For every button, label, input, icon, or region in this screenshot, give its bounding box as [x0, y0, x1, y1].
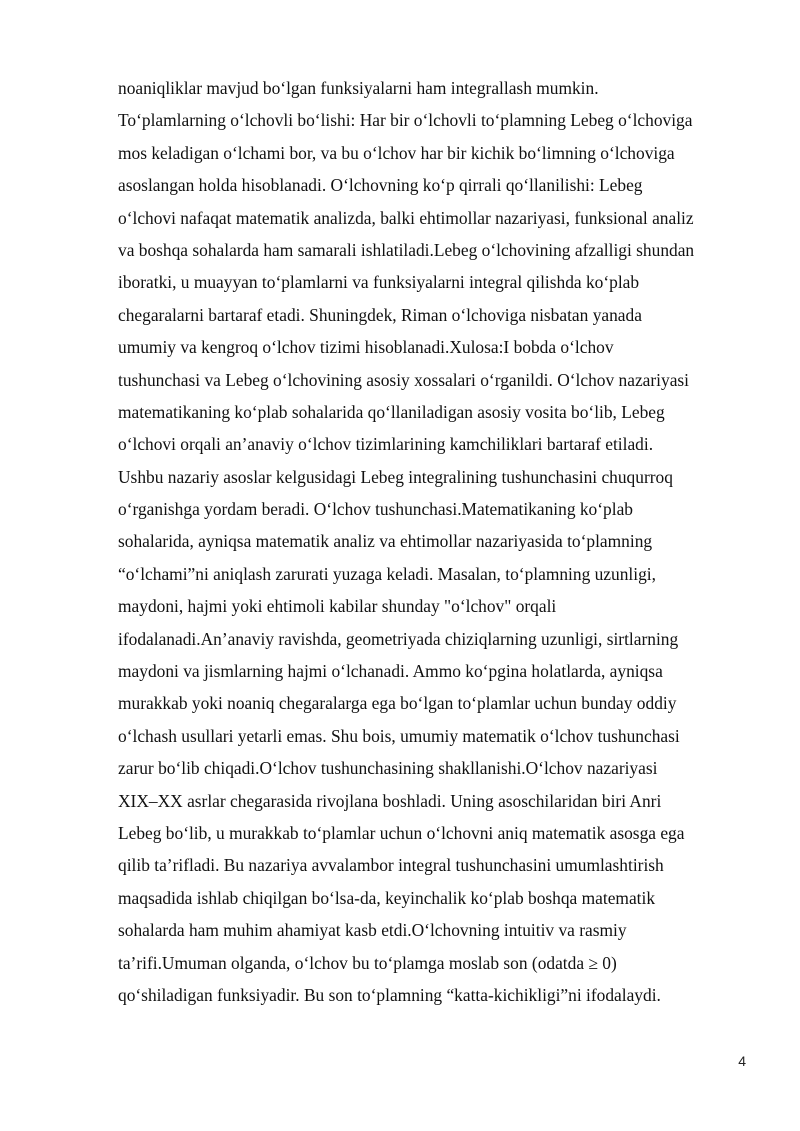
text-line: maydoni, hajmi yoki ehtimoli kabilar shunday "o‘lchov" orqali [118, 596, 557, 617]
text-line: XIX–XX asrlar chegarasida rivojlana boshladi. Uning asoschilaridan biri Anri [118, 790, 662, 811]
text-line: ifodalanadi.An’anaviy ravishda, geometriyada chiziqlarning uzunligi, sirtlarning [118, 628, 679, 649]
text-line: qo‘shiladigan funksiyadir. Bu son to‘plamning “katta-kichikligi”ni ifodalaydi. [118, 984, 661, 1005]
text-line: chegaralarni bartaraf etadi. Shuningdek, Riman o‘lchoviga nisbatan yanada [118, 304, 642, 325]
text-line: “o‘lchami”ni aniqlash zarurati yuzaga keladi. Masalan, to‘plamning uzunligi, [118, 563, 656, 584]
text-line: o‘lchash usullari yetarli emas. Shu bois, umumiy matematik o‘lchov tushunchasi [118, 725, 680, 746]
text-line: asoslangan holda hisoblanadi. O‘lchovning ko‘p qirrali qo‘llanilishi: Lebeg [118, 175, 643, 196]
body-paragraph [118, 72, 743, 1011]
text-line: iboratki, u muayyan to‘plamlarni va funksiyalarni integral qilishda ko‘plab [118, 272, 640, 293]
text-line: noaniqliklar mavjud bo‘lgan funksiyalarni ham integrallash mumkin. [118, 78, 599, 98]
text-line: umumiy va kengroq o‘lchov tizimi hisoblanadi.Xulosa:I bobda o‘lchov [118, 337, 614, 358]
text-line: qilib ta’rifladi. Bu nazariya avvalambor integral tushunchasini umumlashtirish [118, 855, 664, 876]
text-line: mos keladigan o‘lchami bor, va bu o‘lchov har bir kichik bo‘limning o‘lchoviga [118, 142, 675, 163]
text-line: o‘rganishga yordam beradi. O‘lchov tushunchasi.Matematikaning ko‘plab [118, 499, 633, 520]
text-line: matematikaning ko‘plab sohalarida qo‘llaniladigan asosiy vosita bo‘lib, Lebeg [118, 401, 665, 422]
text-line: tushunchasi va Lebeg o‘lchovining asosiy xossalari o‘rganildi. O‘lchov nazariyasi [118, 369, 690, 390]
text-line: o‘lchovi nafaqat matematik analizda, balki ehtimollar nazariyasi, funksional analiz [118, 207, 694, 228]
text-line: Ushbu nazariy asoslar kelgusidagi Lebeg integralining tushunchasini chuqurroq [118, 466, 673, 487]
text-line: maqsadida ishlab chiqilgan bo‘lsa-da, keyinchalik ko‘plab boshqa matematik [118, 887, 656, 908]
text-line: o‘lchovi orqali an’anaviy o‘lchov tizimlarining kamchiliklari bartaraf etiladi. [118, 434, 654, 455]
text-line: Lebeg bo‘lib, u murakkab to‘plamlar uchun o‘lchovni aniq matematik asosga ega [118, 822, 685, 843]
text-line: sohalarida, ayniqsa matematik analiz va ehtimollar nazariyasida to‘plamning [118, 531, 653, 552]
text-line: va boshqa sohalarda ham samarali ishlatiladi.Lebeg o‘lchovining afzalligi shundan [118, 239, 695, 260]
page-number: 4 [738, 1053, 746, 1069]
text-line: murakkab yoki noaniq chegaralarga ega bo‘lgan to‘plamlar uchun bunday oddiy [118, 693, 677, 714]
text-line: maydoni va jismlarning hajmi o‘lchanadi. Ammo ko‘pgina holatlarda, ayniqsa [118, 661, 663, 682]
text-line: ta’rifi.Umuman olganda, o‘lchov bu to‘plamga moslab son (odatda ≥ 0) [118, 952, 617, 973]
text-line: sohalarda ham muhim ahamiyat kasb etdi.O‘lchovning intuitiv va rasmiy [118, 920, 627, 941]
text-line: zarur bo‘lib chiqadi.O‘lchov tushunchasining shakllanishi.O‘lchov nazariyasi [118, 758, 658, 779]
text-line: To‘plamlarning o‘lchovli bo‘lishi: Har bir o‘lchovli to‘plamning Lebeg o‘lchoviga [118, 110, 693, 131]
